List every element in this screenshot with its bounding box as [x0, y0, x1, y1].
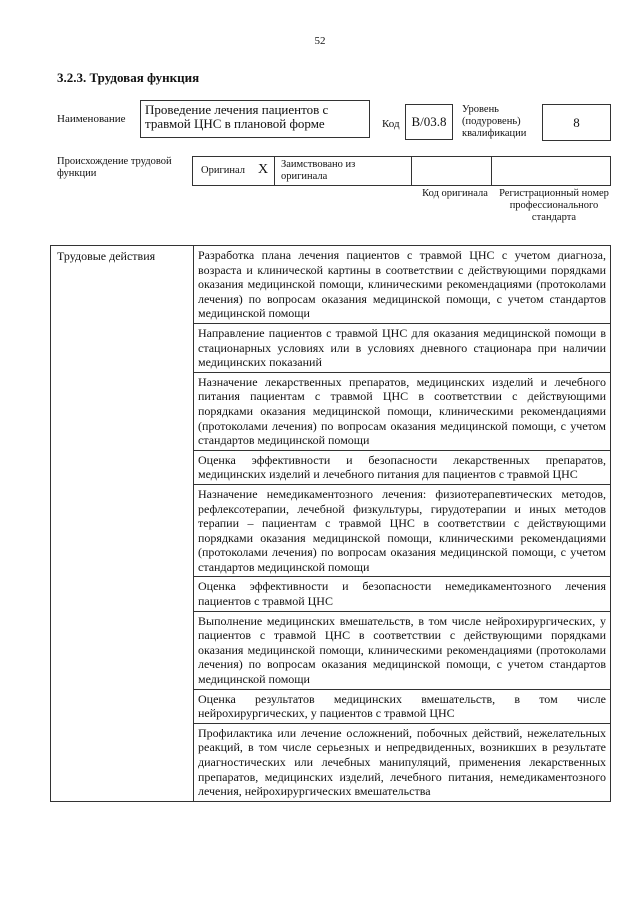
name-value: Проведение лечения пациентов с травмой ЦНС в плановой форме	[145, 102, 329, 131]
origin-cell-original	[193, 157, 275, 185]
name-value-box	[140, 100, 370, 138]
level-label: Уровень (подуровень) квалификации	[462, 104, 527, 139]
level-value-box	[542, 104, 611, 141]
labor-actions-label: Трудовые действия	[57, 249, 156, 263]
code-value-box	[405, 104, 453, 140]
labor-actions-table	[50, 245, 611, 802]
level-value: 8	[573, 115, 580, 130]
labor-action-item: Назначение немедикаментозного лечения: физиотерапевтических методов, рефлексотерапии, лечебной физкультуры, гирудотерапии и иных методов терапии – пациентам с травмой ЦНС в соответствии с действующими порядками оказания медицинской помощи, клиническими рекомендациями (протоколами лечения) по вопросам оказания медицинской помощи, с учетом стандартов медицинской помощи	[193, 485, 610, 578]
labor-action-item: Назначение лекарственных препаратов, медицинских изделий и лечебного питания пациентам с травмой ЦНС в соответствии с действующими порядками оказания медицинской помощи, клиническими рекомендациями (протоколами лечения) по вопросам оказания медицинской помощи, с учетом стандартов медицинской помощи	[193, 373, 610, 451]
labor-action-item: Профилактика или лечение осложнений, побочных действий, нежелательных реакций, в том числе серьезных и непредвиденных, возникших в результате диагностических или лечебных манипуляций, применения лекарственных препаратов, медицинских изделий, лечебного питания, немедикаментозного лечения, нейрохирургических вмешательства	[198, 725, 606, 799]
labor-action-item: Оценка эффективности и безопасности лекарственных препаратов, медицинских изделий и лечебного питания для пациентов с травмой ЦНС	[193, 451, 610, 485]
cell-divider	[491, 157, 492, 185]
code-value: B/03.8	[411, 114, 447, 129]
page-number: 52	[314, 35, 326, 47]
labor-action-item: Оценка результатов медицинских вмешательств, в том числе нейрохирургических, у пациентов с травмой ЦНС	[193, 690, 610, 724]
code-label: Код	[382, 118, 400, 130]
labor-action-item: Оценка эффективности и безопасности немедикаментозного лечения пациентов с травмой ЦНС	[193, 577, 610, 611]
labor-actions-label-cell	[51, 246, 194, 801]
origin-table	[192, 156, 611, 186]
origin-label: Происхождение трудовой функции	[57, 156, 172, 179]
original-mark: X	[258, 162, 269, 177]
reg-number-caption: Регистрационный номер профессионального стандарта	[499, 188, 609, 223]
name-label: Наименование	[57, 113, 126, 125]
code-original-caption: Код оригинала	[422, 188, 488, 199]
labor-action-item: Направление пациентов с травмой ЦНС для оказания медицинской помощи в стационарных условиях или в условиях дневного стационара при наличии медицинских показаний	[193, 324, 610, 373]
cell-divider	[411, 157, 412, 185]
section-title: 3.2.3. Трудовая функция	[57, 70, 200, 85]
labor-action-item: Выполнение медицинских вмешательств, в том числе нейрохирургических, у пациентов с травмой ЦНС в соответствии с действующими порядками оказания медицинской помощи, клиническими рекомендациями (протоколами лечения) по вопросам оказания медицинской помощи, с учетом стандартов медицинской помощи	[193, 612, 610, 690]
borrowed-label: Заимствовано из оригинала	[281, 159, 356, 182]
original-label: Оригинал	[201, 165, 245, 176]
labor-action-item: Разработка плана лечения пациентов с травмой ЦНС с учетом диагноза, возраста и клинической картины в соответствии с действующими порядками оказания медицинской помощи, клиническими рекомендациями (протоколами лечения) по вопросам оказания медицинской помощи, с учетом стандартов медицинской помощи	[193, 246, 610, 324]
